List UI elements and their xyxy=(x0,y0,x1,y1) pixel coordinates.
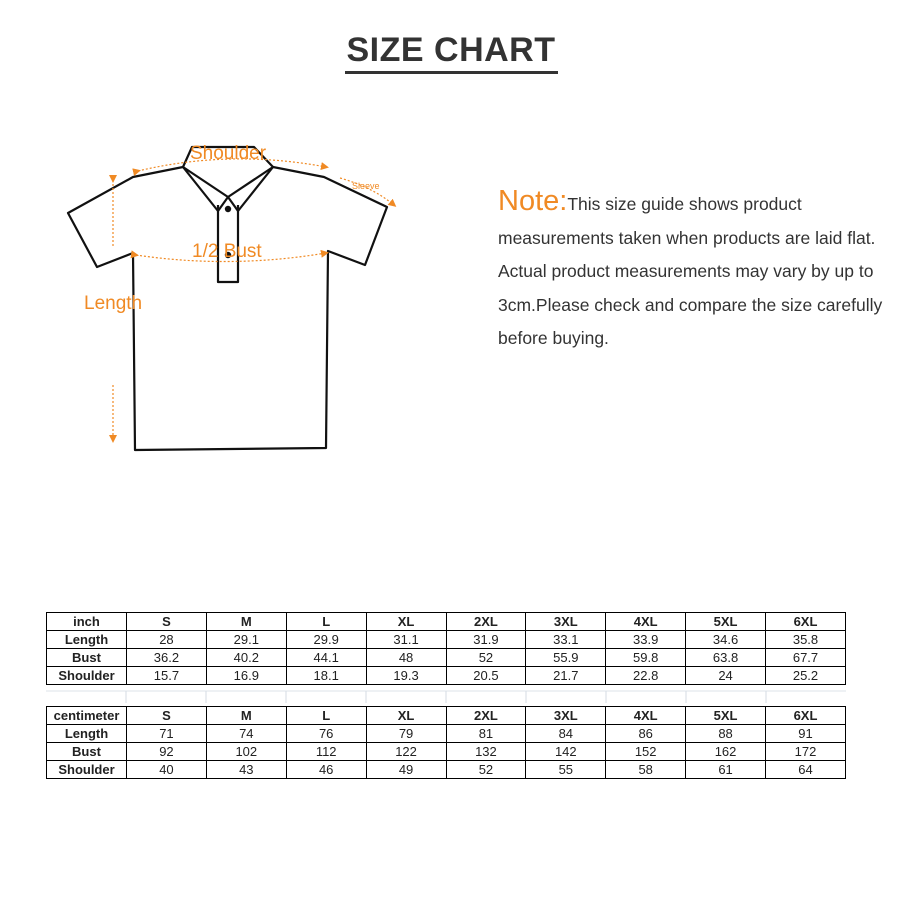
measure-arrows xyxy=(113,159,394,440)
value-cell: 24 xyxy=(686,667,766,685)
value-cell: 29.1 xyxy=(206,631,286,649)
row-label: Length xyxy=(47,725,127,743)
size-cell: 5XL xyxy=(686,613,766,631)
value-cell: 71 xyxy=(127,725,207,743)
row-label: Bust xyxy=(47,649,127,667)
unit-cell: inch xyxy=(47,613,127,631)
size-cell: 6XL xyxy=(766,613,846,631)
size-table-inch xyxy=(46,612,846,685)
value-cell: 19.3 xyxy=(366,667,446,685)
value-cell: 55.9 xyxy=(526,649,606,667)
value-cell: 36.2 xyxy=(127,649,207,667)
value-cell: 55 xyxy=(526,761,606,779)
length-label: Length xyxy=(84,293,143,314)
size-cell: S xyxy=(127,707,207,725)
value-cell: 63.8 xyxy=(686,649,766,667)
size-cell: XL xyxy=(366,613,446,631)
table-row xyxy=(47,743,846,761)
table-row xyxy=(47,761,846,779)
note-lead: Note: xyxy=(498,185,568,217)
size-cell: S xyxy=(127,613,207,631)
value-cell: 59.8 xyxy=(606,649,686,667)
value-cell: 34.6 xyxy=(686,631,766,649)
page-title-text: SIZE CHART xyxy=(345,30,558,74)
size-note xyxy=(498,185,888,356)
table-separator xyxy=(46,689,846,705)
value-cell: 58 xyxy=(606,761,686,779)
value-cell: 40 xyxy=(127,761,207,779)
table-header-row xyxy=(47,707,846,725)
value-cell: 49 xyxy=(366,761,446,779)
value-cell: 40.2 xyxy=(206,649,286,667)
value-cell: 15.7 xyxy=(127,667,207,685)
button-top xyxy=(225,206,231,212)
size-cell: L xyxy=(286,613,366,631)
value-cell: 18.1 xyxy=(286,667,366,685)
value-cell: 21.7 xyxy=(526,667,606,685)
size-cell: M xyxy=(206,613,286,631)
value-cell: 92 xyxy=(127,743,207,761)
size-cell: 5XL xyxy=(686,707,766,725)
value-cell: 44.1 xyxy=(286,649,366,667)
size-cell: 4XL xyxy=(606,707,686,725)
unit-cell: centimeter xyxy=(47,707,127,725)
value-cell: 22.8 xyxy=(606,667,686,685)
size-cell: 6XL xyxy=(766,707,846,725)
row-label: Shoulder xyxy=(47,667,127,685)
size-cell: 4XL xyxy=(606,613,686,631)
value-cell: 64 xyxy=(766,761,846,779)
row-label: Length xyxy=(47,631,127,649)
value-cell: 31.1 xyxy=(366,631,446,649)
value-cell: 52 xyxy=(446,761,526,779)
table-row xyxy=(47,649,846,667)
size-cell: 2XL xyxy=(446,613,526,631)
size-cell: 3XL xyxy=(526,707,606,725)
row-label: Bust xyxy=(47,743,127,761)
bust-label: 1/2 Bust xyxy=(192,241,262,262)
value-cell: 74 xyxy=(206,725,286,743)
row-label: Shoulder xyxy=(47,761,127,779)
value-cell: 84 xyxy=(526,725,606,743)
shoulder-label: Shoulder xyxy=(190,143,267,164)
value-cell: 61 xyxy=(686,761,766,779)
table-row xyxy=(47,667,846,685)
size-cell: L xyxy=(286,707,366,725)
page-title xyxy=(0,30,902,74)
size-cell: XL xyxy=(366,707,446,725)
value-cell: 16.9 xyxy=(206,667,286,685)
size-cell: 3XL xyxy=(526,613,606,631)
value-cell: 31.9 xyxy=(446,631,526,649)
value-cell: 25.2 xyxy=(766,667,846,685)
value-cell: 102 xyxy=(206,743,286,761)
value-cell: 172 xyxy=(766,743,846,761)
size-table-centimeter xyxy=(46,706,846,779)
value-cell: 86 xyxy=(606,725,686,743)
value-cell: 88 xyxy=(686,725,766,743)
value-cell: 67.7 xyxy=(766,649,846,667)
value-cell: 79 xyxy=(366,725,446,743)
value-cell: 142 xyxy=(526,743,606,761)
value-cell: 35.8 xyxy=(766,631,846,649)
value-cell: 33.9 xyxy=(606,631,686,649)
value-cell: 48 xyxy=(366,649,446,667)
value-cell: 20.5 xyxy=(446,667,526,685)
value-cell: 46 xyxy=(286,761,366,779)
value-cell: 43 xyxy=(206,761,286,779)
value-cell: 91 xyxy=(766,725,846,743)
value-cell: 52 xyxy=(446,649,526,667)
value-cell: 152 xyxy=(606,743,686,761)
value-cell: 76 xyxy=(286,725,366,743)
sleeve-label: Sleeve xyxy=(352,181,380,191)
note-body: This size guide shows product measurements taken when products are laid flat. Actual product measurements may vary by up to 3cm.Please check and compare the size carefully before buying. xyxy=(498,194,883,349)
value-cell: 162 xyxy=(686,743,766,761)
value-cell: 81 xyxy=(446,725,526,743)
value-cell: 29.9 xyxy=(286,631,366,649)
size-cell: M xyxy=(206,707,286,725)
value-cell: 112 xyxy=(286,743,366,761)
value-cell: 132 xyxy=(446,743,526,761)
table-header-row xyxy=(47,613,846,631)
polo-shirt-diagram xyxy=(60,135,400,465)
table-row xyxy=(47,631,846,649)
table-row xyxy=(47,725,846,743)
value-cell: 33.1 xyxy=(526,631,606,649)
size-cell: 2XL xyxy=(446,707,526,725)
value-cell: 28 xyxy=(127,631,207,649)
value-cell: 122 xyxy=(366,743,446,761)
